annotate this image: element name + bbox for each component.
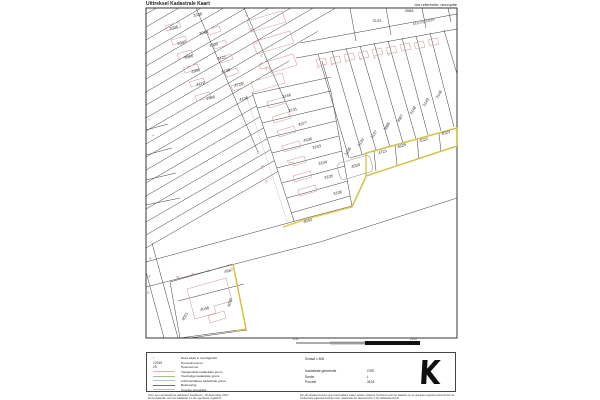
house-number-label: 4 xyxy=(151,133,156,138)
parcel-number-label: 3104 xyxy=(317,159,328,166)
parcel-number-label: 4136 xyxy=(238,95,249,102)
house-number-label: 40 xyxy=(205,268,210,274)
parcel-number-label: 3149 xyxy=(421,97,431,108)
house-number-label: 36 xyxy=(145,290,151,295)
building-outlines xyxy=(165,11,439,323)
legend-box xyxy=(146,352,456,392)
legend-label: Vastgestelde kadastrale grens xyxy=(181,369,223,374)
legend-line-symbol xyxy=(153,385,177,386)
parcel-number-label: 4130 xyxy=(220,67,231,74)
house-number-label: 38 xyxy=(190,271,195,277)
legend-label: Deze kaart is noordgericht xyxy=(181,356,218,361)
parcel-number-label: 2999 xyxy=(190,67,201,74)
info-label: Kadastrale gemeente xyxy=(305,369,337,373)
parcel-number-label: 3103 xyxy=(311,143,322,150)
parcel-number-label: 4121 xyxy=(216,54,227,61)
house-number-label: 3 xyxy=(316,65,321,70)
parcel-number-label: 3131 xyxy=(287,106,298,113)
scale-right-label: 25 m xyxy=(410,337,418,341)
house-number-label: 9 xyxy=(358,57,363,62)
house-number-label: 8 xyxy=(244,13,249,18)
parcel-number-label: 4096 xyxy=(225,297,234,308)
house-number-label: 12 xyxy=(253,40,259,45)
parcel-number-label: 4509 xyxy=(350,161,361,170)
scale-left-label: 0 m xyxy=(293,337,299,341)
footer-left-line1: Voor een eensluidend uittreksel, Apeldoorn, 19 december 2017 xyxy=(148,392,229,397)
legend-line-symbol xyxy=(153,371,177,372)
parcel-number-label: 2966 xyxy=(205,94,216,101)
parcel-number-label: 3132 xyxy=(356,137,366,148)
house-number-label: 34 xyxy=(146,274,152,279)
parcel-number-label: 3133 xyxy=(372,18,382,23)
legend-line-symbol xyxy=(153,380,177,381)
scale-text: Schaal 1:500 xyxy=(305,357,325,361)
info-value: OSS xyxy=(367,369,374,373)
house-number-label: 14 xyxy=(258,53,264,58)
parcel-number-label: 3166 xyxy=(281,92,292,99)
house-number-label: 58 xyxy=(263,179,269,184)
map-info-panel xyxy=(305,357,407,386)
parcel-number-label: 4577 xyxy=(297,120,308,127)
house-number-label: 62 xyxy=(255,150,261,155)
parcel-number-label: 3137 xyxy=(369,129,379,140)
parcel-number-label: 4720 xyxy=(233,81,244,88)
info-rows xyxy=(305,369,407,386)
house-number-label: 10 xyxy=(248,27,254,32)
parcel-number-label: 3337 xyxy=(176,39,187,46)
parcel-number-label: 4636 xyxy=(302,136,313,143)
info-row xyxy=(305,380,407,386)
header xyxy=(0,0,600,8)
parcel-number-label: 4523 xyxy=(440,128,451,137)
house-number-label: 32 xyxy=(147,256,153,261)
house-number-label: 11 xyxy=(371,55,377,60)
legend-number-symbol: 25 xyxy=(153,365,157,370)
footer-left-line2: De bewaarder van het kadaster en de openbare registers xyxy=(148,396,222,400)
parcel-number-label: 3148 xyxy=(408,105,418,116)
parcel-number-label: 4172 xyxy=(195,80,206,87)
north-arrow-icon: ↑ xyxy=(153,355,155,360)
parcel-number-label: 3136 xyxy=(343,146,353,157)
legend-row xyxy=(153,388,226,393)
parcel-number-label: 3146 xyxy=(434,89,444,100)
parcel-number-label: 4643 xyxy=(302,216,313,225)
legend-label: Bebouwing xyxy=(181,383,197,388)
house-number-label: 16 xyxy=(263,66,269,71)
parcel-number-label: 3336 xyxy=(168,24,179,31)
legend-label: Huisnummer xyxy=(181,365,199,370)
legend-number-symbol: 12345 xyxy=(153,360,163,365)
info-value: L xyxy=(367,374,369,379)
parcel-number-label: 4667 xyxy=(223,267,234,275)
info-label: Sectie xyxy=(305,374,315,379)
parcel-number-label: 3096 xyxy=(198,29,209,36)
parcel-number-label: 3588 xyxy=(404,8,414,13)
house-number-label: 5 xyxy=(330,62,335,67)
parcel-number-label: 4721 xyxy=(377,147,388,156)
parcel-number-label: 3105 xyxy=(323,173,334,180)
legend-rows xyxy=(153,356,226,392)
house-number-label: 7 xyxy=(344,60,349,65)
page-title: Uittreksel Kadastrale Kaart xyxy=(146,1,210,7)
legend-label: Perceelnummer xyxy=(181,360,203,365)
legend-label: Administratieve kadastrale grens xyxy=(181,378,226,383)
parcel-number-label: 3966 xyxy=(183,53,194,60)
parcel-number-label: 4021 xyxy=(180,311,190,322)
legend-label: Voorlopige kadastrale grens xyxy=(181,374,220,379)
house-number-label: 60 xyxy=(259,164,265,169)
footer-left xyxy=(148,394,229,400)
parcel-number-label: 3686 xyxy=(382,121,392,132)
legend-line-symbol xyxy=(153,376,177,377)
house-number-label: 2 xyxy=(147,117,152,122)
legend-line-symbol xyxy=(153,389,177,390)
house-number-label: 13 xyxy=(385,52,391,57)
parcel-number-label: 3339 xyxy=(208,41,219,48)
parcel-number-label: 3687 xyxy=(395,113,405,124)
legend-label: Overige topografie xyxy=(181,387,207,392)
parcel-number-label: 3106 xyxy=(332,189,343,196)
header-reference: Uw referentie: reuvoptie xyxy=(414,1,457,7)
parcel-number-label: 4629 xyxy=(396,141,407,150)
info-value: 3104 xyxy=(367,380,375,385)
parcel-number-label: 4048 xyxy=(199,305,210,313)
parcel-number-label: 4522 xyxy=(418,135,429,144)
kadaster-logo: K xyxy=(418,353,442,392)
parcel-strips-topleft xyxy=(146,0,446,248)
house-number-label: 36 xyxy=(175,274,180,280)
parcel-number-label: 3338 xyxy=(192,11,203,18)
footer-disclaimer: Aan dit uittreksel kunnen geen betrouwbare maten worden ontleend. De Dienst voor het kadaster en de openbare registers behoudt zich de intellectuele eigendomsrechten voor, waaronder het auteursrecht en het databankenrecht. xyxy=(300,393,455,400)
info-label: Perceel xyxy=(305,380,317,385)
street-name-label: Maringkade xyxy=(412,16,436,27)
